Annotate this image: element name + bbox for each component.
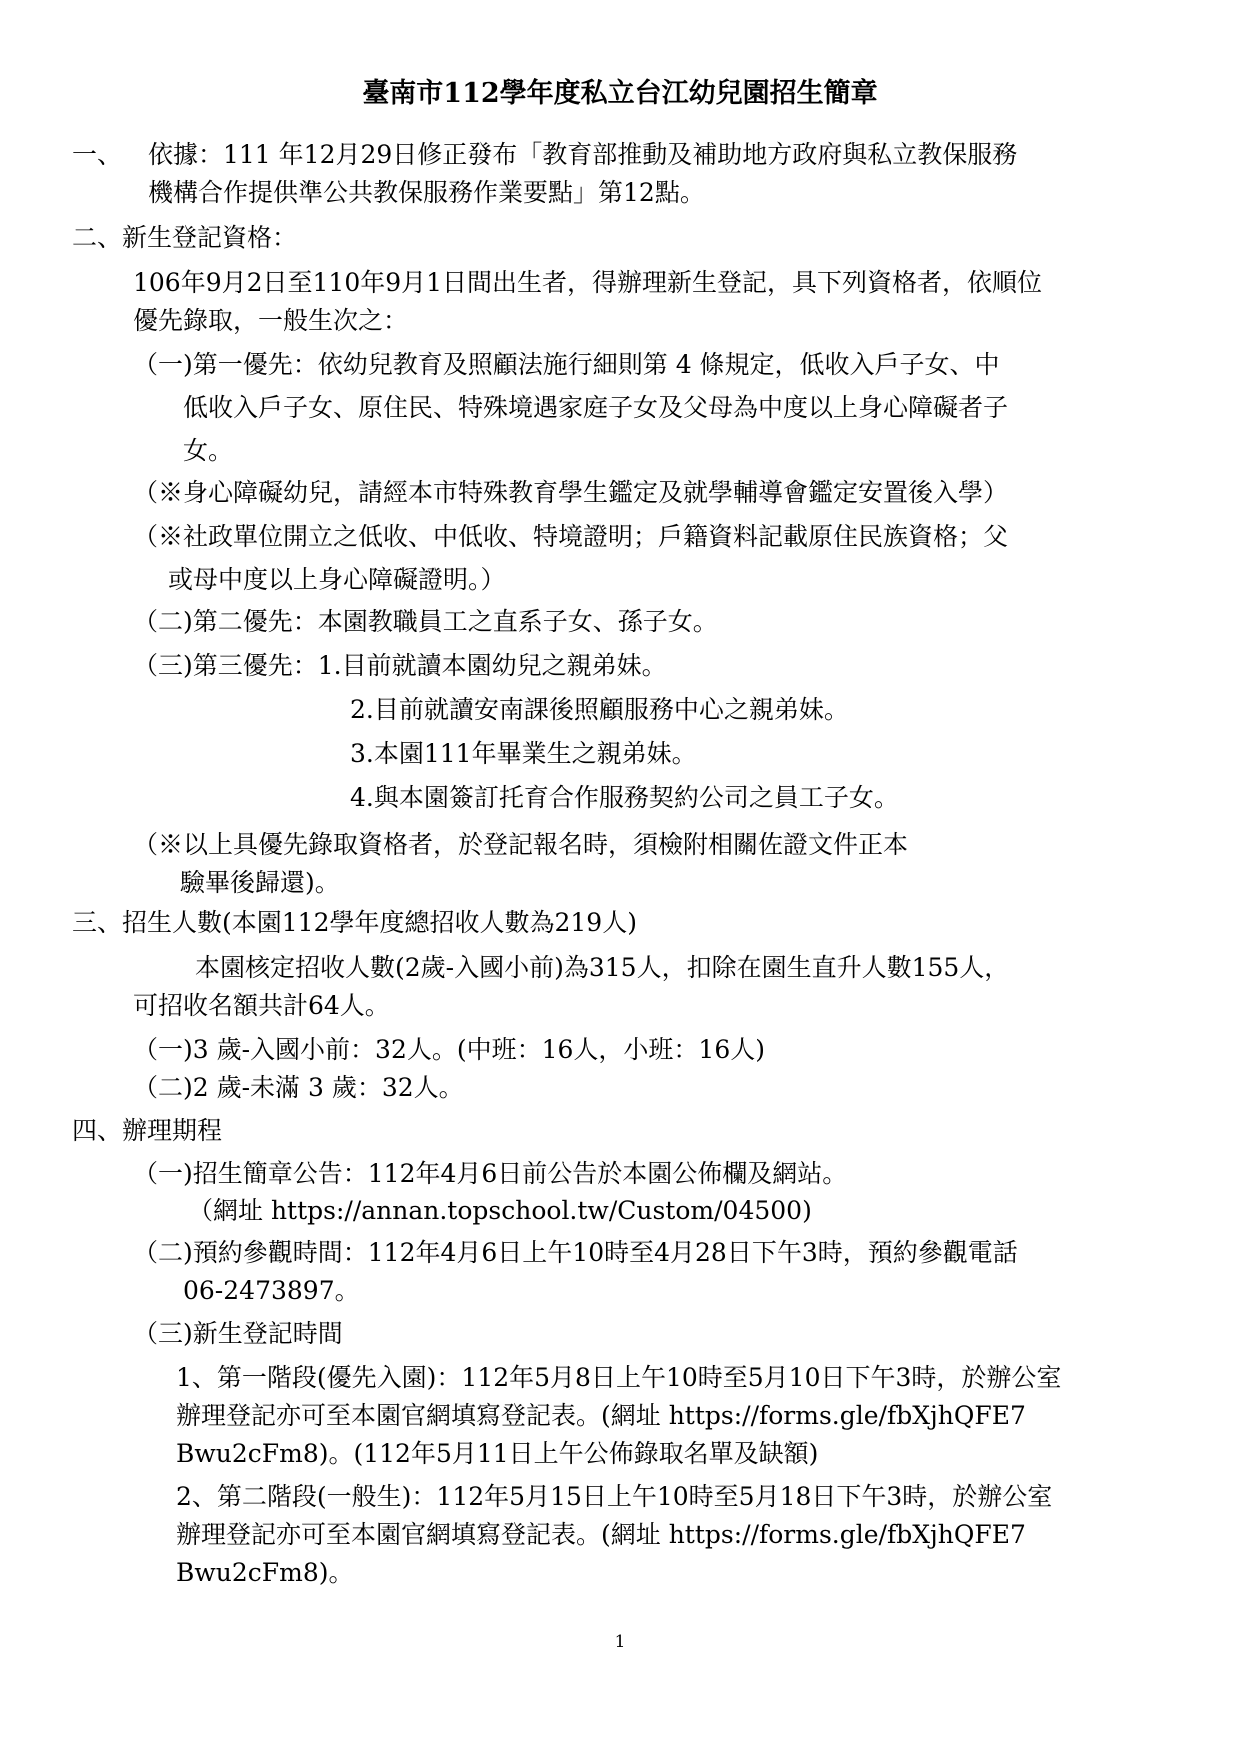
first-priority-line-1: （一)第一優先：依幼兒教育及照顧法施行細則第 4 條規定，低收入戶子女、中 (133, 350, 1000, 379)
note-certificates-line-1: （※社政單位開立之低收、中低收、特境證明；戶籍資料記載原住民族資格；父 (133, 522, 1009, 551)
stage-2-line-3: Bwu2cFm8)。 (176, 1558, 354, 1587)
section-1-text-line-2: 機構合作提供準公共教保服務作業要點」第12點。 (148, 178, 705, 207)
stage-1-line-2: 辦理登記亦可至本園官網填寫登記表。(網址 https://forms.gle/fbXjhQFE7 (176, 1401, 1026, 1430)
first-priority-line-2: 低收入戶子女、原住民、特殊境遇家庭子女及父母為中度以上身心障礙者子 (183, 393, 1009, 422)
schedule-visit-phone: 06-2473897。 (183, 1276, 360, 1305)
second-priority: （二)第二優先：本園教職員工之直系子女、孫子女。 (133, 607, 718, 636)
schedule-announcement: （一)招生簡章公告：112年4月6日前公告於本園公佈欄及網站。 (133, 1159, 848, 1188)
third-priority-item-1: （三)第三優先：1.目前就讀本園幼兒之親弟妹。 (133, 651, 667, 680)
schedule-registration-heading: （三)新生登記時間 (133, 1319, 343, 1348)
section-2-heading: 二、新生登記資格： (72, 223, 298, 252)
note-certificates-line-2: 或母中度以上身心障礙證明。） (168, 565, 506, 594)
section-1-text-line-1: 依據：111 年12月29日修正發布「教育部推動及補助地方政府與私立教保服務 (148, 140, 1018, 169)
note-documents-line-2: 驗畢後歸還)。 (180, 868, 340, 897)
section-1-number: 一、 (72, 140, 123, 169)
enrollment-2-years: （二)2 歲-未滿 3 歲：32人。 (133, 1073, 464, 1102)
section-3-heading: 三、招生人數(本園112學年度總招收人數為219人) (72, 908, 637, 937)
stage-1-line-3: Bwu2cFm8)。(112年5月11日上午公佈錄取名單及缺額) (176, 1439, 819, 1468)
note-documents-line-1: （※以上具優先錄取資格者，於登記報名時，須檢附相關佐證文件正本 (133, 830, 909, 859)
section-3-text-line-2: 可招收名額共計64人。 (133, 991, 390, 1020)
note-disability: （※身心障礙幼兒，請經本市特殊教育學生鑑定及就學輔導會鑑定安置後入學） (133, 478, 1009, 507)
section-2-text-line-1: 106年9月2日至110年9月1日間出生者，得辦理新生登記，具下列資格者，依順位 (133, 268, 1043, 297)
document-title: 臺南市112學年度私立台江幼兒園招生簡章 (362, 78, 878, 109)
first-priority-line-3: 女。 (183, 436, 234, 465)
stage-2-line-2: 辦理登記亦可至本園官網填寫登記表。(網址 https://forms.gle/fbXjhQFE7 (176, 1520, 1026, 1549)
third-priority-item-4: 4.與本園簽訂托育合作服務契約公司之員工子女。 (350, 783, 899, 812)
section-4-heading: 四、辦理期程 (72, 1116, 223, 1145)
stage-1-line-1: 1、第一階段(優先入園)：112年5月8日上午10時至5月10日下午3時，於辦公室 (176, 1363, 1062, 1392)
stage-2-line-1: 2、第二階段(一般生)：112年5月15日上午10時至5月18日下午3時，於辦公室 (176, 1482, 1053, 1511)
third-priority-item-2: 2.目前就讀安南課後照顧服務中心之親弟妹。 (350, 695, 849, 724)
enrollment-3-years: （一)3 歲-入國小前：32人。(中班：16人，小班：16人) (133, 1035, 765, 1064)
schedule-announcement-url: （網址 https://annan.topschool.tw/Custom/04500) (188, 1196, 812, 1225)
third-priority-item-3: 3.本園111年畢業生之親弟妹。 (350, 739, 697, 768)
schedule-visit-line-1: （二)預約參觀時間：112年4月6日上午10時至4月28日下午3時，預約參觀電話 (133, 1238, 1018, 1267)
section-2-text-line-2: 優先錄取，一般生次之： (133, 306, 409, 335)
page-number: 1 (614, 1632, 626, 1652)
section-3-text-line-1: 本園核定招收人數(2歲-入國小前)為315人，扣除在園生直升人數155人， (195, 953, 1010, 982)
